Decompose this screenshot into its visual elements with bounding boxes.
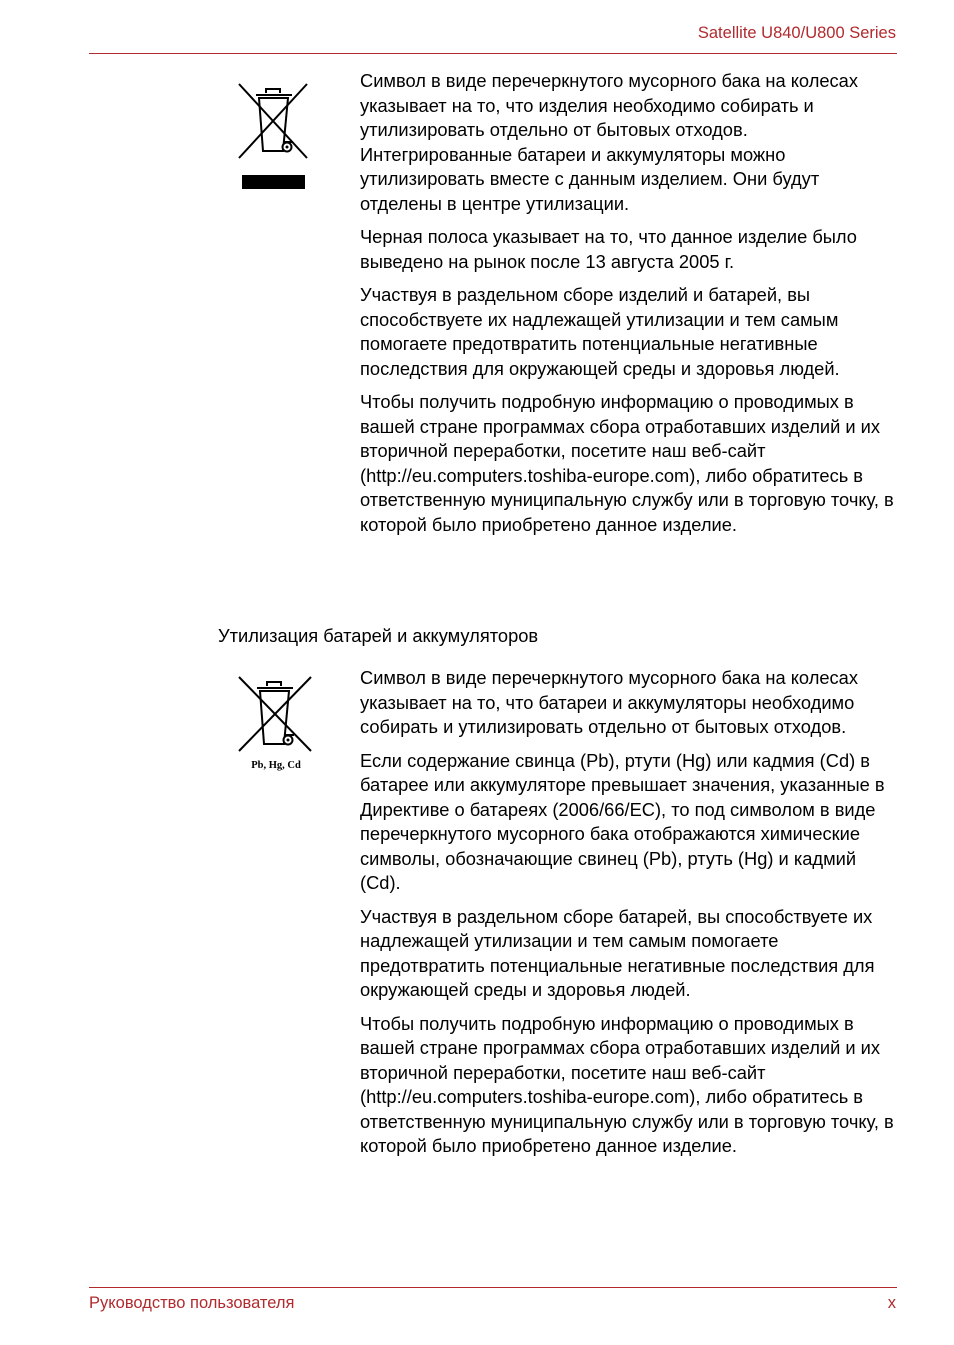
section-2-text [360, 666, 900, 1168]
paragraph: Участвуя в раздельном сборе изделий и батарей, вы способствуете их надлежащей утилизации и тем самым помогаете предотвратить потенциальные негативные последствия для окружающей среды и здоровья людей. [360, 284, 840, 379]
section-1-text [360, 69, 900, 546]
paragraph: Если содержание свинца (Pb), ртути (Hg) или кадмия (Cd) в батарее или аккумуляторе превышает значения, указанные в Директиве о батареях (2006/66/EC), то под символом в виде перечеркнутого мусорного бака отображаются химические символы, обозначающие свинец (Pb), ртуть (Hg) и кадмий (Cd). [360, 749, 885, 893]
paragraph: Символ в виде перечеркнутого мусорного бака на колесах указывает на то, что батареи и аккумуляторы необходимо собирать и утилизировать отдельно от бытовых отходов. [360, 667, 858, 737]
paragraph: Чтобы получить подробную информацию о проводимых в вашей стране программах сбора отработавших изделий и их вторичной переработки, посетите наш веб-сайт (http://eu.computers.toshiba-europe.com), либо обратитесь в ответственную муниципальную службу или в торговую точку, в которой было приобретено данное изделие. [360, 1012, 894, 1156]
header-rule [89, 53, 897, 54]
footer-rule [89, 1287, 897, 1288]
paragraph: Черная полоса указывает на то, что данное изделие было выведено на рынок после 13 августа 2005 г. [360, 226, 857, 272]
header-title: Satellite U840/U800 Series [697, 24, 896, 42]
paragraph: Чтобы получить подробную информацию о проводимых в вашей стране программах сбора отработавших изделий и их вторичной переработки, посетите наш веб-сайт (http://eu.computers.toshiba-europe.com), либо обратитесь в ответственную муниципальную службу или в торговую точку, в которой было приобретено данное изделие. [360, 391, 894, 535]
paragraph: Символ в виде перечеркнутого мусорного бака на колесах указывает на то, что изделия необходимо собирать и утилизировать отдельно от бытовых отходов. Интегрированные батареи и аккумуляторы можно утилизировать вместе с данным изделием. Они будут отделены в центре утилизации. [360, 70, 858, 214]
section-heading: Утилизация батарей и аккумуляторов [218, 625, 539, 646]
crossed-bin-icon [235, 82, 311, 192]
crossed-bin-icon [235, 675, 315, 775]
page-number: x [887, 1294, 896, 1312]
paragraph: Участвуя в раздельном сборе батарей, вы способствуете их надлежащей утилизации и тем самым помогаете предотвратить потенциальные негативные последствия для окружающей среды и здоровья людей. [360, 905, 875, 1000]
footer-manual-title: Руководство пользователя [89, 1294, 295, 1312]
chemical-symbols-label: Pb, Hg, Cd [251, 760, 301, 771]
